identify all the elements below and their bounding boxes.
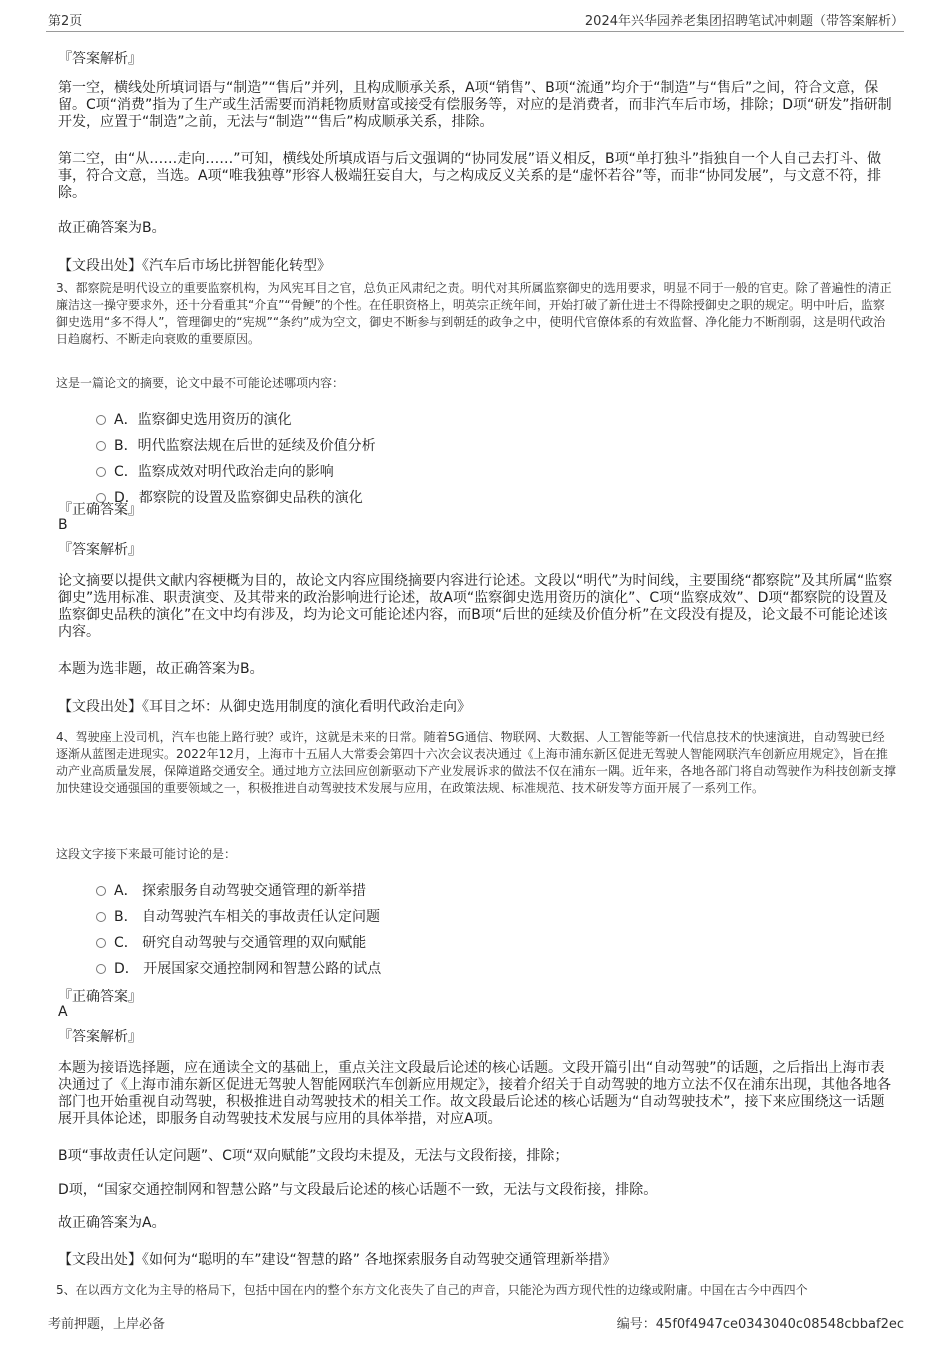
- radio-icon[interactable]: [96, 964, 106, 974]
- q2-analysis-paragraph-2: 第二空，由“从……走向……”可知，横线处所填成语与后文强调的“协同发展”语义相反，B项“单打独斗”指独自一个人自己去打斗、做事，符合文意，当选。A项“唯我独尊”形容人极端狂妄自大，与之构成反义关系的是“虚怀若谷”等，而非“协同发展”，与文意不符，排除。: [58, 151, 882, 201]
- q4-option-b[interactable]: B． 自动驾驶汽车相关的事故责任认定问题: [96, 906, 380, 926]
- page-number: 第2页: [48, 14, 83, 29]
- document-id: 编号：45f0f4947ce0343040c08548cbbaf2ec: [616, 1317, 904, 1332]
- q4-analysis-label: 『答案解析』: [58, 1029, 142, 1045]
- q3-option-d[interactable]: D．都察院的设置及监察御史品秩的演化: [96, 487, 363, 507]
- q3-analysis-label: 『答案解析』: [58, 542, 142, 558]
- q4-analysis-paragraph-2: B项“事故责任认定问题”、C项“双向赋能”文段均未提及，无法与文段衔接，排除；: [58, 1148, 569, 1164]
- q4-passage: 4、驾驶座上没司机，汽车也能上路行驶？或许，这就是未来的日常。随着5G通信、物联网、大数据、人工智能等新一代信息技术的快速演进，自动驾驶已经逐渐从蓝图走进现实。2022年12月，上海市十五届人大常委会第四十六次会议表决通过《上海市浦东新区促进无驾驶人智能网联汽车创新应用规定》，旨在推动产业高质量发展，保障道路交通安全。通过地方立法回应创新驱动下产业发展诉求的做法不仅在浦东一隅。近年来，各地各部门将自动驾驶作为科技创新支撑加快建设交通强国的重要领域之一，积极推进自动驾驶技术发展与应用，在政策法规、标准规范、技术研发等方面开展了一系列工作。: [56, 730, 897, 795]
- radio-icon[interactable]: [96, 886, 106, 896]
- q2-analysis-label: 『答案解析』: [58, 51, 142, 67]
- q4-option-a[interactable]: A． 探索服务自动驾驶交通管理的新举措: [96, 880, 366, 900]
- q3-answer: B: [58, 517, 68, 533]
- radio-icon[interactable]: [96, 441, 106, 451]
- q4-option-c[interactable]: C． 研究自动驾驶与交通管理的双向赋能: [96, 932, 366, 952]
- q4-question: 这段文字接下来最可能讨论的是：: [56, 847, 237, 861]
- footer-slogan: 考前押题，上岸必备: [48, 1317, 166, 1332]
- q3-conclusion: 本题为选非题，故正确答案为B。: [58, 661, 264, 677]
- q4-conclusion: 故正确答案为A。: [58, 1215, 166, 1231]
- q4-analysis-paragraph-3: D项，“国家交通控制网和智慧公路”与文段最后论述的核心话题不一致，无法与文段衔接，排除。: [58, 1182, 658, 1198]
- q2-analysis-paragraph-1: 第一空，横线处所填词语与“制造”“售后”并列，且构成顺承关系，A项“销售”、B项“流通”均介于“制造”与“售后”之间，符合文意，保留。C项“消费”指为了生产或生活需要而消耗物质财富或接受有偿服务等，对应的是消费者，而非汽车后市场，排除；D项“研发”指研制开发，应置于“制造”之前，无法与“制造”“售后”构成顺承关系，排除。: [58, 80, 892, 130]
- q4-option-d[interactable]: D． 开展国家交通控制网和智慧公路的试点: [96, 958, 381, 978]
- q3-source: 【文段出处】《耳目之坏：从御史选用制度的演化看明代政治走向》: [58, 699, 471, 715]
- radio-icon[interactable]: [96, 912, 106, 922]
- radio-icon[interactable]: [96, 938, 106, 948]
- q3-option-c[interactable]: C．监察成效对明代政治走向的影响: [96, 461, 334, 481]
- q4-answer: A: [58, 1004, 68, 1020]
- q4-correct-label: 『正确答案』: [58, 989, 142, 1005]
- q3-question: 这是一篇论文的摘要，论文中最不可能论述哪项内容：: [56, 376, 345, 390]
- header-divider: [46, 31, 904, 32]
- document-title: 2024年兴华园养老集团招聘笔试冲刺题（带答案解析）: [584, 14, 904, 29]
- radio-icon[interactable]: [96, 467, 106, 477]
- q3-option-b[interactable]: B．明代监察法规在后世的延续及价值分析: [96, 435, 376, 455]
- q3-option-a[interactable]: A．监察御史选用资历的演化: [96, 409, 292, 429]
- radio-icon[interactable]: [96, 415, 106, 425]
- q2-source: 【文段出处】《汽车后市场比拼智能化转型》: [58, 258, 331, 274]
- q3-correct-label: 『正确答案』: [58, 502, 142, 518]
- q2-conclusion: 故正确答案为B。: [58, 220, 166, 236]
- q3-passage: 3、都察院是明代设立的重要监察机构，为风宪耳目之官，总负正风肃纪之责。明代对其所属监察御史的选用要求，明显不同于一般的官吏。除了普遍性的清正廉洁这一操守要求外，还十分看重其“介直”“骨鲠”的个性。在任职资格上，明英宗正统年间，开始打破了新仕进士不得除授御史之职的规定。明中叶后，监察御史选用“多不得人”，管理御史的“宪规”“条约”成为空文，御史不断参与到朝廷的政争之中，使明代官僚体系的有效监督、净化能力不断削弱，这是明代政治日趋腐朽、不断走向衰败的重要原因。: [56, 281, 892, 346]
- q5-passage: 5、在以西方文化为主导的格局下，包括中国在内的整个东方文化丧失了自己的声音，只能沦为西方现代性的边缘或附庸。中国在古今中西四个: [56, 1283, 808, 1297]
- q4-analysis-paragraph-1: 本题为接语选择题，应在通读全文的基础上，重点关注文段最后论述的核心话题。文段开篇引出“自动驾驶”的话题，之后指出上海市表决通过了《上海市浦东新区促进无驾驶人智能网联汽车创新应用规定》，接着介绍关于自动驾驶的地方立法不仅在浦东出现，其他各地各部门也开始重视自动驾驶，积极推进自动驾驶技术的相关工作。故文段最后论述的核心话题为“自动驾驶技术”，接下来应围绕这一话题展开具体论述，即服务自动驾驶技术发展与应用的具体举措，对应A项。: [58, 1060, 891, 1127]
- q4-source: 【文段出处】《如何为“聪明的车”建设“智慧的路” 各地探索服务自动驾驶交通管理新举措》: [58, 1252, 617, 1268]
- q3-analysis-paragraph: 论文摘要以提供文献内容梗概为目的，故论文内容应围绕摘要内容进行论述。文段以“明代”为时间线，主要围绕“都察院”及其所属“监察御史”选用标准、职责演变、及其带来的政治影响进行论述，故A项“监察御史选用资历的演化”、C项“监察成效”、D项“都察院的设置及监察御史品秩的演化”在文中均有涉及，均为论文可能论述内容，而B项“后世的延续及价值分析”在文段没有提及，论文最不可能论述该内容。: [58, 573, 893, 640]
